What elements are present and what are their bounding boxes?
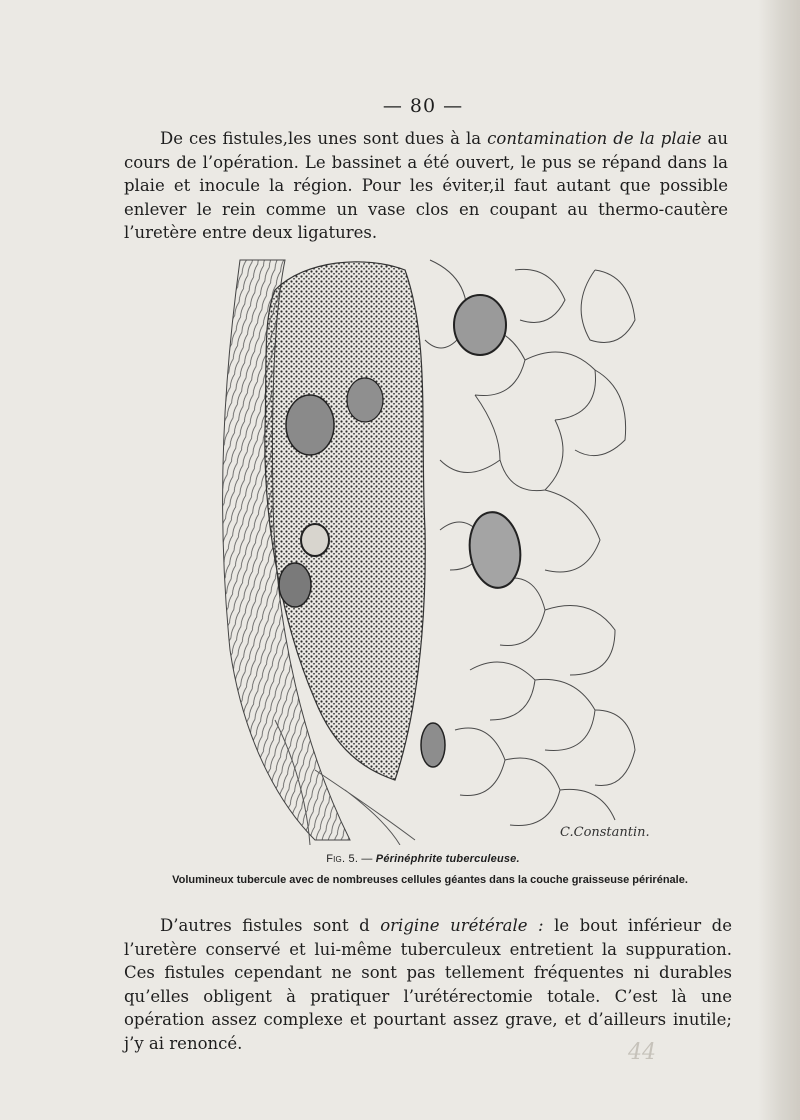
para2-text-after: le bout inférieur de l’uretère conservé et lui-même tuberculeux entretient la suppuration. Ces fistules cependant ne sont pas tellement fréquentes ni durables qu’elles obligent à pratiquer l’urétérectomie totale. C’est là une opération assez complexe et pourtant assez grave, et d’ailleurs inutile; j’y ai renoncé. xyxy=(124,916,732,1053)
giant-cell xyxy=(279,563,311,607)
page-number: — 80 — xyxy=(382,95,464,117)
giant-cell xyxy=(347,378,383,422)
blood-vessel xyxy=(465,509,525,591)
figure-number: Fig. 5. — xyxy=(326,853,376,865)
paragraph-fistules-contamination xyxy=(124,127,728,245)
figure-caption-title xyxy=(0,853,800,865)
figure-caption-description: Volumineux tubercule avec de nombreuses cellules géantes dans la couche graisseuse périrénale. xyxy=(172,874,688,886)
blood-vessel xyxy=(454,295,506,355)
para2-emphasis: origine urétérale : xyxy=(380,916,544,935)
giant-cell xyxy=(286,395,334,455)
para1-emphasis: contamination de la plaie xyxy=(487,129,702,148)
illustrator-signature: C.Constantin. xyxy=(560,825,650,840)
faded-page-mark: 44 xyxy=(628,1040,656,1065)
figure-title: Périnéphrite tuberculeuse. xyxy=(375,853,520,865)
blood-vessel xyxy=(421,723,445,767)
fat-cells xyxy=(425,260,635,826)
giant-cell xyxy=(301,524,329,556)
histology-illustration xyxy=(215,250,645,845)
page-edge-shadow xyxy=(758,0,800,1120)
para1-text-after: au cours de l’opération. Le bassinet a été ouvert, le pus se répand dans la plaie et inocule la région. Pour les éviter,il faut autant que possible enlever le rein comme un vase clos en coupant au thermo-cautère l’uretère entre deux ligatures. xyxy=(124,129,729,242)
paragraph-fistules-ureterale xyxy=(124,914,732,1055)
para2-text-before: D’autres fistules sont d xyxy=(160,916,381,935)
para1-text-before: De ces fistules,les unes sont dues à la xyxy=(160,129,488,148)
